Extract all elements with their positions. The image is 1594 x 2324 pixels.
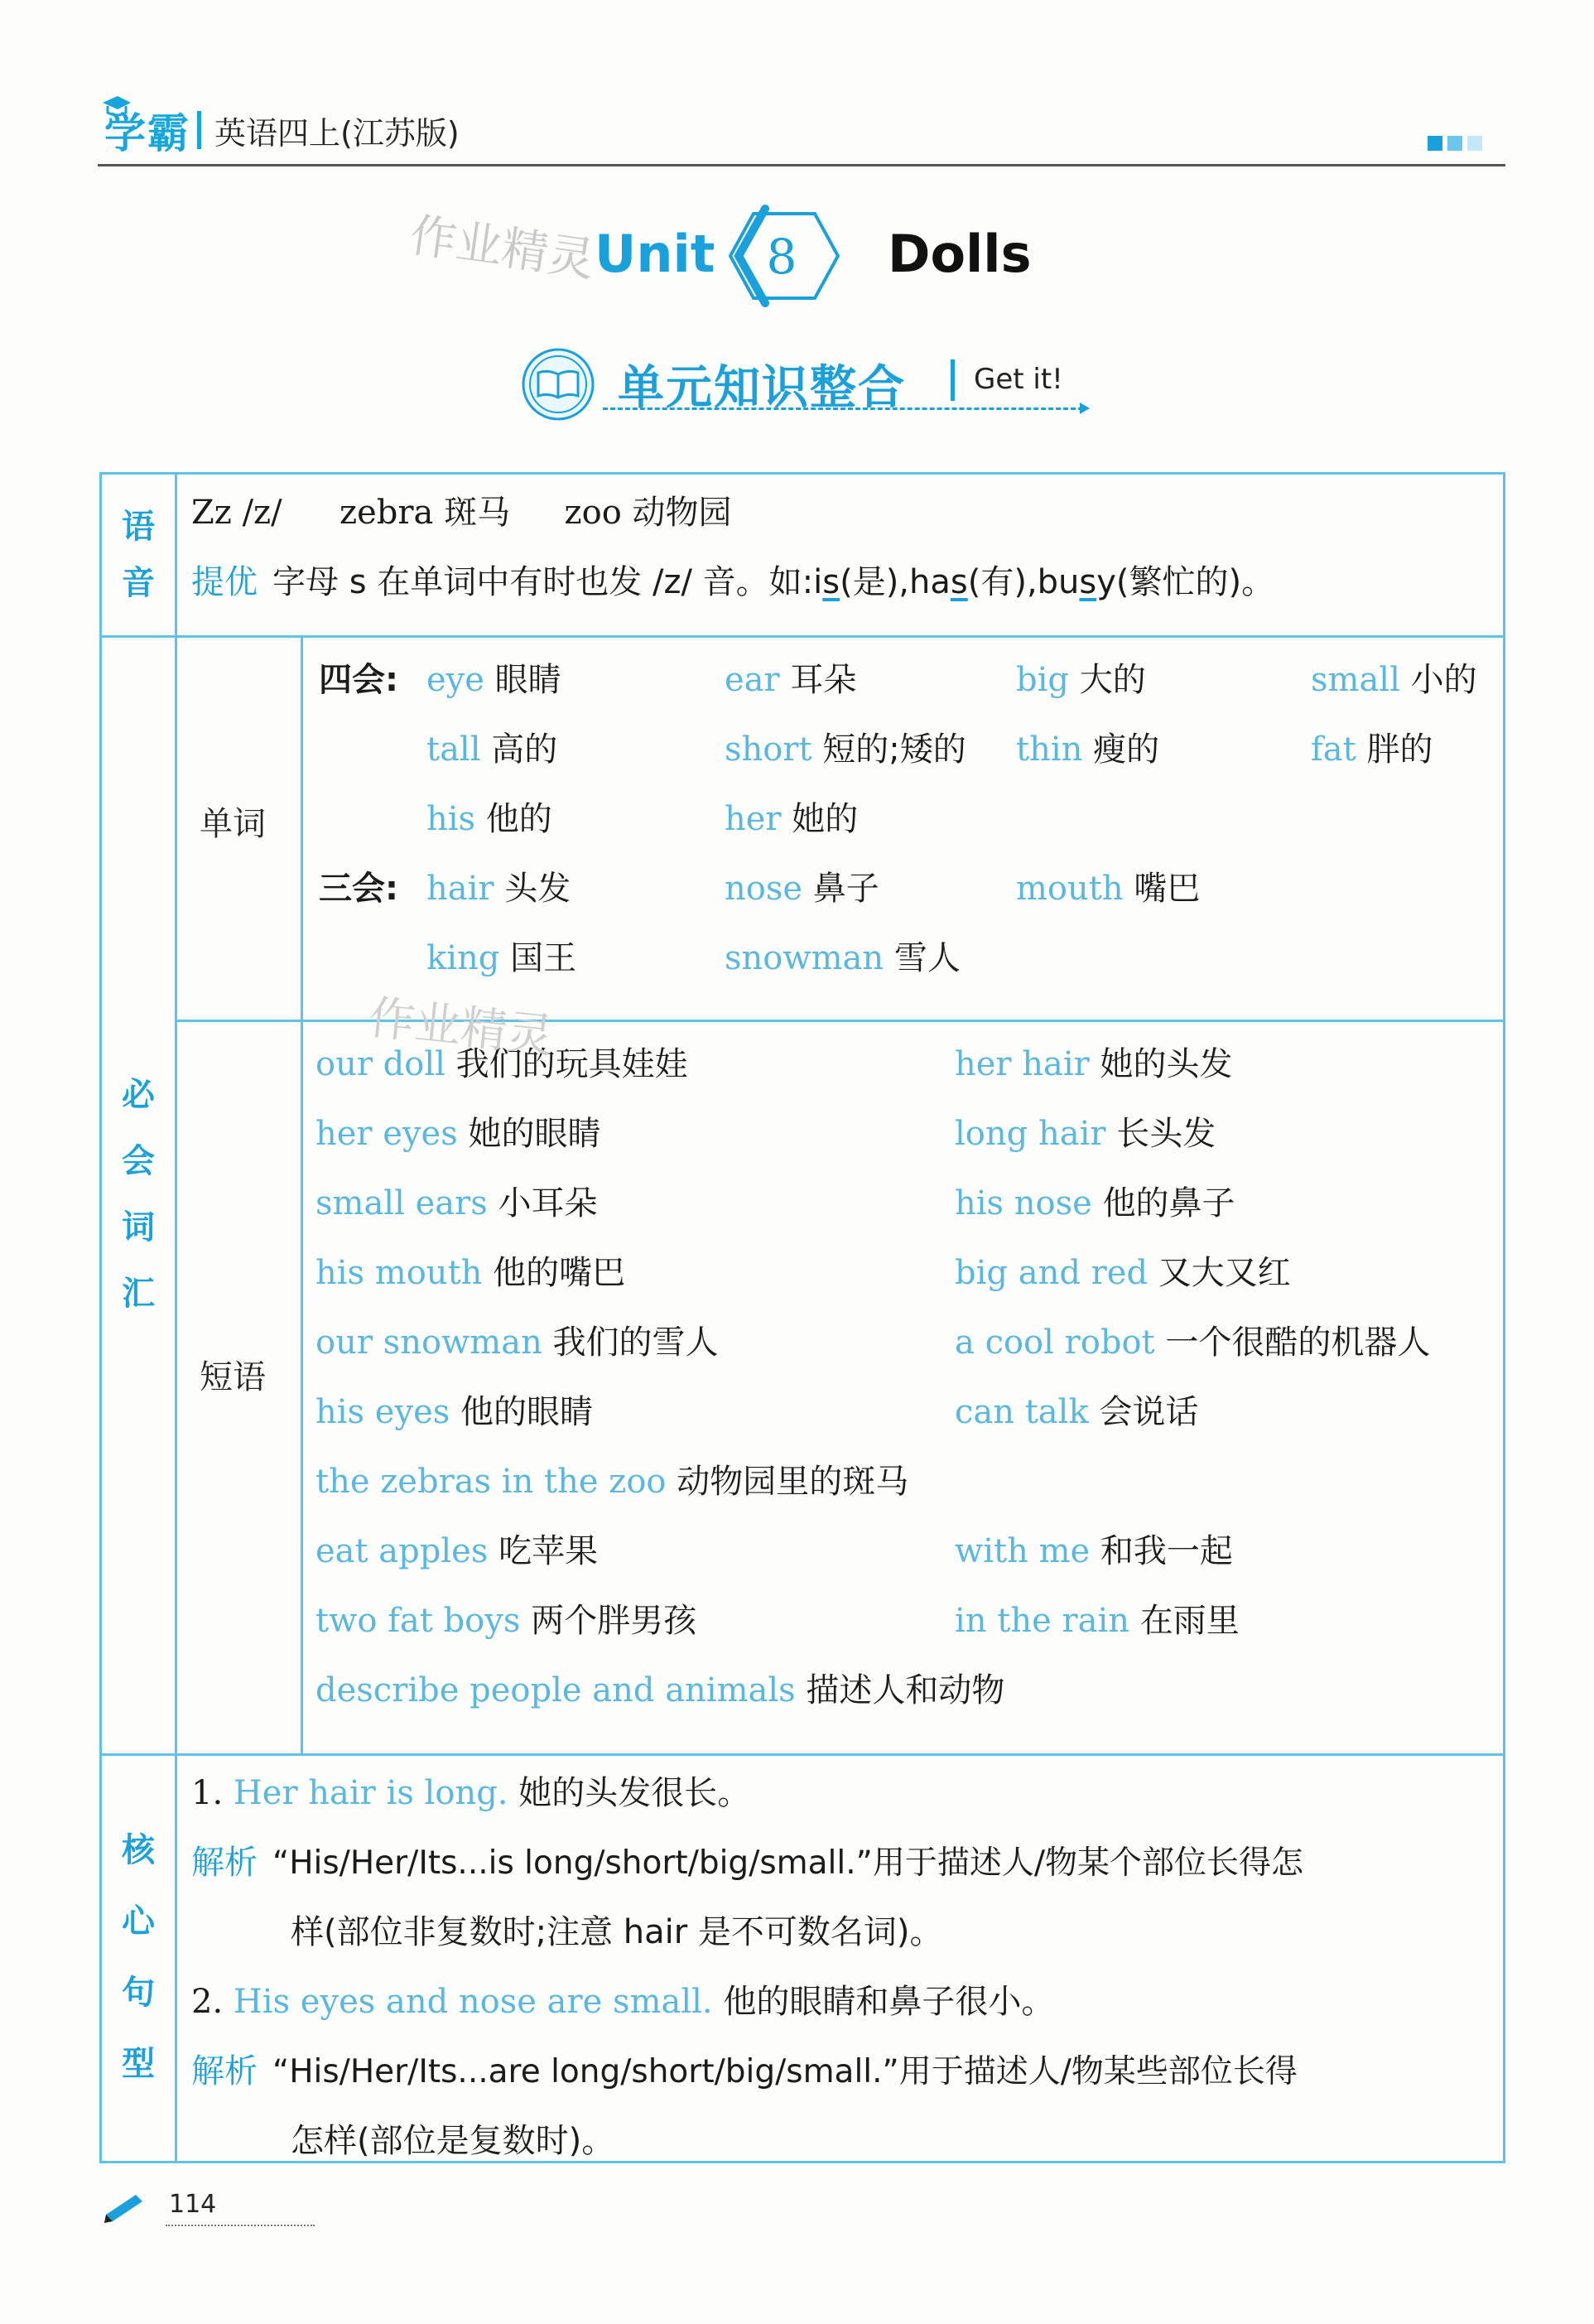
sentences-label-char-3: 句 xyxy=(122,1974,155,2012)
tip-text-part: (是),ha xyxy=(840,563,951,601)
vocab-label xyxy=(102,635,175,1753)
vocab-label-char-2: 会 xyxy=(122,1142,155,1180)
word-zh: 鼻子 xyxy=(812,870,879,908)
table-row-divider-1 xyxy=(102,635,1503,638)
word-en: his xyxy=(426,800,476,838)
phrase-zh: 和我一起 xyxy=(1100,1532,1233,1570)
tip-label: 提优 xyxy=(191,563,258,601)
word-item xyxy=(1311,730,1433,769)
table-row-divider-3 xyxy=(102,1753,1503,1756)
word-item xyxy=(426,660,561,700)
phrase-zh: 她的眼睛 xyxy=(468,1115,601,1153)
word-zh: 头发 xyxy=(504,870,571,908)
word-item xyxy=(725,869,879,909)
section-title: 单元知识整合 xyxy=(618,361,906,415)
section-subtitle: Get it! xyxy=(974,363,1063,396)
word-en: eye xyxy=(426,661,484,699)
page-number: 114 xyxy=(169,2190,217,2219)
word-en: hair xyxy=(426,870,494,908)
sentence-2-note-cont xyxy=(291,2121,614,2161)
phrase-item xyxy=(315,1114,600,1154)
phrase-en: the zebras in the zoo xyxy=(315,1463,667,1501)
word-en: fat xyxy=(1311,730,1356,769)
header-divider xyxy=(197,111,201,149)
word-en: snowman xyxy=(725,939,884,977)
word-item xyxy=(725,730,966,769)
phrase-zh: 吃苹果 xyxy=(498,1532,599,1570)
word-item xyxy=(1016,660,1146,700)
word-zh: 小的 xyxy=(1410,661,1477,699)
word-item xyxy=(725,799,858,839)
phrase-en: describe people and animals xyxy=(315,1671,796,1709)
word-zh: 大的 xyxy=(1079,661,1146,699)
sentences-label-char-1: 核 xyxy=(122,1831,155,1869)
phrase-en: his nose xyxy=(955,1184,1092,1222)
note-text: 怎样(部位是复数时)。 xyxy=(291,2122,615,2160)
phrase-zh: 长头发 xyxy=(1116,1115,1216,1153)
phrase-item xyxy=(955,1184,1235,1223)
phrase-item xyxy=(955,1392,1198,1432)
word-en: her xyxy=(725,800,782,838)
word-item xyxy=(1311,660,1477,700)
word-en: small xyxy=(1311,661,1400,699)
page-footer xyxy=(99,2185,265,2235)
section-divider xyxy=(951,359,955,401)
phrase-item xyxy=(955,1531,1233,1571)
vocab-label-char-1: 必 xyxy=(122,1076,155,1114)
phrase-zh: 在雨里 xyxy=(1139,1602,1240,1640)
brand-logo xyxy=(104,98,460,162)
tip-text-part: 字母 s 在单词中有时也发 /z/ 音。如:i xyxy=(272,563,823,601)
sentence-zh: 她的头发很长。 xyxy=(518,1774,751,1812)
watermark-top: 作业精灵 xyxy=(406,208,598,288)
unit-label: Unit xyxy=(595,224,715,284)
word-zh: 瘦的 xyxy=(1093,730,1160,769)
section-banner xyxy=(520,340,1100,422)
sentence-number: 1. xyxy=(191,1774,224,1812)
phrase-en: long hair xyxy=(955,1115,1106,1153)
sentence-1 xyxy=(191,1773,750,1813)
phrase-en: can talk xyxy=(955,1393,1089,1431)
phrase-item xyxy=(315,1392,593,1432)
phrase-zh: 会说话 xyxy=(1099,1393,1199,1431)
note-text: “His/Her/Its...are long/short/big/small.”用于描述人/物某些部位长得 xyxy=(272,2053,1298,2090)
sentence-en: His eyes and nose are small. xyxy=(233,1983,713,2021)
word-zh: 高的 xyxy=(491,730,558,769)
phrase-zh: 又大又红 xyxy=(1158,1254,1291,1292)
word-item xyxy=(426,869,571,909)
sentence-number: 2. xyxy=(191,1983,224,2021)
words-label: 单词 xyxy=(200,805,266,843)
header-square-2 xyxy=(1447,136,1462,151)
four-skill-label: 四会: xyxy=(319,661,398,699)
phrase-item xyxy=(315,1531,598,1571)
phonics-word-1-zh: 斑马 xyxy=(444,494,511,532)
phrase-item xyxy=(315,1601,696,1641)
word-en: mouth xyxy=(1016,870,1124,908)
word-item xyxy=(426,938,576,978)
word-item xyxy=(1016,869,1200,909)
arrow-right-icon xyxy=(1080,403,1090,414)
header-square-1 xyxy=(1428,136,1442,151)
note-label: 解析 xyxy=(191,1844,258,1882)
phrase-en: his eyes xyxy=(315,1393,450,1431)
phrase-zh: 动物园里的斑马 xyxy=(677,1463,909,1501)
tip-text xyxy=(272,563,1274,601)
unit-name: Dolls xyxy=(888,224,1032,284)
word-item xyxy=(725,660,856,700)
header-rule xyxy=(98,164,1505,166)
pencil-icon xyxy=(99,2190,149,2223)
vocab-label-char-3: 词 xyxy=(122,1208,155,1246)
phrase-en: with me xyxy=(955,1532,1091,1570)
table-col-divider xyxy=(175,475,177,2161)
open-book-icon xyxy=(520,346,596,422)
phrase-en: two fat boys xyxy=(315,1602,521,1640)
phrase-item xyxy=(315,1253,625,1293)
phrase-en: her hair xyxy=(955,1045,1090,1083)
unit-title xyxy=(497,199,1242,315)
phrase-item xyxy=(955,1253,1291,1293)
brand-logo-text: 学霸 xyxy=(104,109,190,157)
sentences-label xyxy=(102,1753,175,2161)
three-skill-label: 三会: xyxy=(319,870,398,908)
phrase-zh: 他的眼睛 xyxy=(460,1393,593,1431)
table-sub-col-divider xyxy=(301,635,303,1753)
sentence-zh: 他的眼睛和鼻子很小。 xyxy=(723,1983,1055,2021)
phonics-word-2: zoo xyxy=(564,494,622,532)
sentence-1-note xyxy=(191,1843,1303,1883)
word-zh: 国王 xyxy=(510,939,577,977)
word-en: ear xyxy=(725,661,780,699)
word-zh: 嘴巴 xyxy=(1134,870,1201,908)
header-square-3 xyxy=(1467,136,1482,151)
phrase-en: in the rain xyxy=(955,1602,1130,1640)
vocab-label-char-4: 汇 xyxy=(122,1275,155,1313)
word-item xyxy=(426,799,552,839)
tip-underlined-letter: s xyxy=(1079,563,1097,601)
word-zh: 胖的 xyxy=(1366,730,1433,769)
phrase-zh: 我们的雪人 xyxy=(552,1324,719,1362)
phrase-item xyxy=(955,1044,1233,1084)
phrase-item xyxy=(315,1184,598,1223)
word-zh: 眼睛 xyxy=(494,661,561,699)
phonics-tip xyxy=(191,562,1274,602)
phrases-label: 短语 xyxy=(200,1358,266,1396)
phrase-en: her eyes xyxy=(315,1115,458,1153)
word-en: big xyxy=(1016,661,1070,699)
phrase-en: eat apples xyxy=(315,1532,489,1570)
phrase-item xyxy=(955,1323,1430,1362)
page-header xyxy=(98,98,1505,166)
phrase-item xyxy=(315,1671,1004,1710)
phrase-en: our doll xyxy=(315,1045,445,1083)
note-label: 解析 xyxy=(191,2052,258,2090)
word-zh: 她的 xyxy=(792,800,859,838)
word-item xyxy=(725,938,961,978)
phonics-word-2-zh: 动物园 xyxy=(632,494,732,532)
phonics-label-char-1: 语 xyxy=(122,508,155,546)
phrase-zh: 小耳朵 xyxy=(498,1184,598,1222)
word-zh: 短的;矮的 xyxy=(822,730,966,769)
graduation-cap-icon xyxy=(99,91,132,124)
phonics-word-1: zebra xyxy=(340,494,434,532)
phrase-en: our snowman xyxy=(315,1324,542,1362)
phrase-zh: 两个胖男孩 xyxy=(531,1602,697,1640)
phrase-item xyxy=(955,1114,1216,1154)
phrase-item xyxy=(955,1601,1240,1641)
phrase-zh: 一个很酷的机器人 xyxy=(1165,1324,1431,1362)
phonics-label-char-2: 音 xyxy=(122,564,155,602)
tip-text-part: (有),bu xyxy=(967,563,1080,601)
word-zh: 雪人 xyxy=(893,939,961,977)
phrase-en: a cool robot xyxy=(955,1324,1155,1362)
tip-text-part: y(繁忙的)。 xyxy=(1096,563,1275,601)
phrase-en: big and red xyxy=(955,1254,1149,1292)
note-text: “His/Her/Its...is long/short/big/small.”用于描述人/物某个部位长得怎 xyxy=(272,1844,1303,1882)
watermark-middle: 作业精灵 xyxy=(365,991,556,1064)
tip-underlined-letter: s xyxy=(950,563,968,601)
phrase-item xyxy=(315,1462,908,1502)
sentence-2 xyxy=(191,1982,1054,2022)
sentence-en: Her hair is long. xyxy=(233,1774,508,1812)
phrase-zh: 他的鼻子 xyxy=(1102,1184,1235,1222)
book-title: 英语四上(江苏版) xyxy=(214,114,460,152)
word-en: thin xyxy=(1016,730,1083,769)
phonics-line xyxy=(191,493,732,533)
footer-dotted-line xyxy=(166,2225,315,2226)
sentences-label-char-4: 型 xyxy=(122,2045,155,2083)
phrase-en: small ears xyxy=(315,1184,488,1222)
word-item xyxy=(426,730,557,769)
word-item xyxy=(1016,730,1159,769)
word-zh: 他的 xyxy=(485,800,552,838)
phrase-zh: 我们的玩具娃娃 xyxy=(455,1045,688,1083)
phonics-label xyxy=(102,475,175,635)
phrase-en: his mouth xyxy=(315,1254,483,1292)
sentence-2-note xyxy=(191,2052,1298,2092)
phrase-item xyxy=(315,1323,719,1362)
dashed-underline xyxy=(603,407,1083,410)
phonics-letter: Zz /z/ xyxy=(191,494,282,532)
knowledge-table xyxy=(99,472,1505,2163)
word-en: nose xyxy=(725,870,803,908)
phrase-zh: 他的嘴巴 xyxy=(493,1254,626,1292)
sentence-1-note-cont xyxy=(291,1912,943,1952)
phrase-zh: 她的头发 xyxy=(1100,1045,1233,1083)
note-text: 样(部位非复数时;注意 hair 是不可数名词)。 xyxy=(291,1913,943,1951)
word-zh: 耳朵 xyxy=(790,661,857,699)
unit-number: 8 xyxy=(766,229,797,285)
phrase-zh: 描述人和动物 xyxy=(806,1671,1005,1709)
header-squares xyxy=(1428,136,1482,151)
word-en: short xyxy=(725,730,812,769)
sentences-label-char-2: 心 xyxy=(122,1902,155,1941)
tip-underlined-letter: s xyxy=(822,563,840,601)
word-en: tall xyxy=(426,730,481,769)
word-en: king xyxy=(426,939,500,977)
